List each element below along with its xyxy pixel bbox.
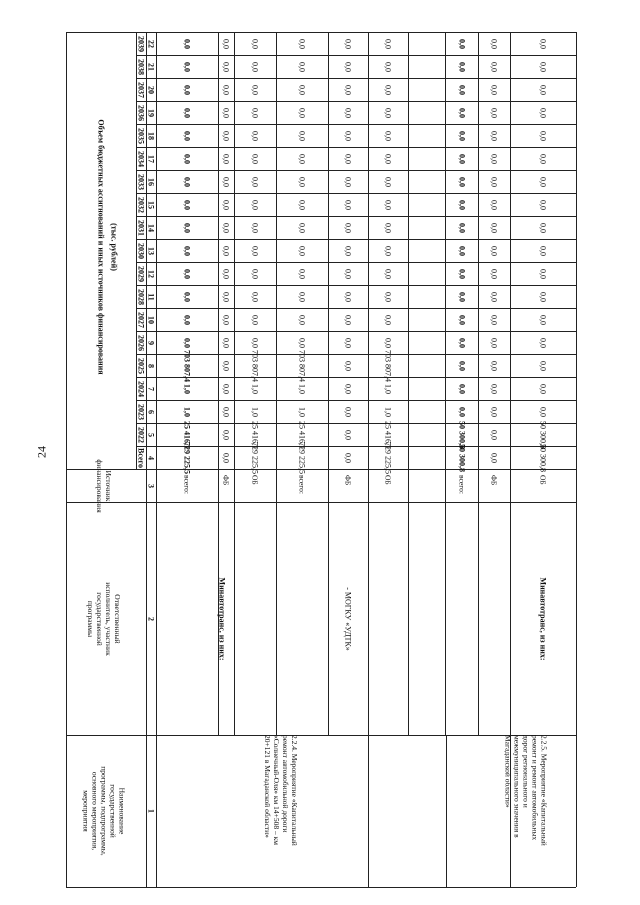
cell-value: 0,0: [250, 245, 260, 256]
cell-value: 0,0: [457, 406, 467, 417]
cell-value: 0,0: [383, 84, 393, 95]
cell-value: 0,0: [457, 107, 467, 118]
cell-value: 0,0: [538, 107, 548, 118]
cell-value: 25 416,1: [297, 420, 307, 449]
cell-value: 0,0: [489, 38, 499, 49]
cell-value: 0,0: [297, 291, 307, 302]
cell-value: 0,0: [383, 130, 393, 141]
source-label: ФБ: [489, 475, 499, 486]
cell-value: 0,0: [457, 337, 467, 348]
cell-value: 0,0: [538, 61, 548, 72]
cell-value: 0,0: [182, 245, 192, 256]
header-measure: Наименование государственной программы, подпрограммы, основного мероприятия, мероприятия: [81, 766, 127, 856]
cell-value: 0,0: [297, 337, 307, 348]
cell-value: 1,0: [250, 383, 260, 394]
cell-value: 0,0: [343, 268, 353, 279]
cell-value: 0,0: [297, 153, 307, 164]
cell-value: 1,0: [182, 383, 192, 394]
cell-value: 0,0: [221, 245, 231, 256]
cell-value: 0,0: [489, 452, 499, 463]
cell-value: 0,0: [250, 153, 260, 164]
cell-value: 0,0: [457, 61, 467, 72]
column-number: 7: [146, 386, 156, 391]
cell-value: 0,0: [383, 38, 393, 49]
cell-value: 25 416,1: [250, 420, 260, 449]
year-header-2036: 2036: [136, 104, 146, 121]
cell-value: 0,0: [221, 130, 231, 141]
cell-value: 0,0: [538, 84, 548, 95]
cell-value: 0,0: [343, 176, 353, 187]
funding-units: (тыс. рублей): [109, 223, 119, 271]
cell-value: 0,0: [538, 199, 548, 210]
column-number: 13: [146, 246, 156, 255]
cell-value: 0,0: [221, 406, 231, 417]
cell-value: 0,0: [538, 383, 548, 394]
cell-value: 1,0: [383, 406, 393, 417]
cell-value: 0,0: [297, 199, 307, 210]
column-number: 6: [146, 409, 156, 414]
cell-value: 0,0: [343, 61, 353, 72]
cell-value: 0,0: [538, 291, 548, 302]
cell-value: 0,0: [182, 314, 192, 325]
column-number: 3: [146, 483, 156, 488]
column-number: 2: [146, 616, 156, 621]
measure-label: 2.2.5. Мероприятие «Капитальный ремонт и ремонт автомобильных дорог регионального и межмуниципального значения в Магаданской области»: [503, 735, 549, 846]
cell-value: 0,0: [221, 61, 231, 72]
source-label: ОБ: [383, 475, 393, 485]
cell-value: 0,0: [297, 268, 307, 279]
column-number: 4: [146, 455, 156, 460]
cell-value: 0,0: [221, 199, 231, 210]
cell-value: 0,0: [221, 360, 231, 371]
cell-value: 0,0: [538, 153, 548, 164]
cell-value: 0,0: [457, 314, 467, 325]
cell-value: 0,0: [343, 337, 353, 348]
cell-value: 0,0: [297, 222, 307, 233]
cell-value: 0,0: [250, 314, 260, 325]
cell-value: 0,0: [182, 176, 192, 187]
cell-value: 1,0: [182, 406, 192, 417]
cell-value: 0,0: [297, 84, 307, 95]
cell-value: 1,0: [297, 406, 307, 417]
cell-value: 0,0: [489, 429, 499, 440]
cell-value: 0,0: [250, 107, 260, 118]
cell-value: 0,0: [538, 222, 548, 233]
cell-value: 0,0: [221, 383, 231, 394]
cell-value: 703 807,4: [383, 349, 393, 382]
executor-label: Минавтотранс, из них:: [538, 577, 548, 660]
column-number: 8: [146, 363, 156, 368]
cell-value: 0,0: [250, 38, 260, 49]
cell-value: 0,0: [343, 222, 353, 233]
cell-value: 0,0: [538, 314, 548, 325]
year-header-2025: 2025: [136, 357, 146, 374]
cell-value: 0,0: [250, 176, 260, 187]
cell-value: 0,0: [250, 268, 260, 279]
cell-value: 0,0: [489, 291, 499, 302]
year-header-2033: 2033: [136, 173, 146, 190]
year-header-2024: 2024: [136, 380, 146, 397]
cell-value: 729 225,5: [383, 441, 393, 474]
cell-value: 0,0: [457, 130, 467, 141]
cell-value: 0,0: [182, 199, 192, 210]
cell-value: 0,0: [297, 314, 307, 325]
column-number: 21: [146, 62, 156, 71]
executor-label: Минавтотранс, из них:: [217, 577, 227, 660]
source-label: всего:: [457, 475, 466, 494]
column-number: 20: [146, 85, 156, 94]
year-header-2026: 2026: [136, 334, 146, 351]
year-header-2023: 2023: [136, 403, 146, 420]
cell-value: 0,0: [343, 199, 353, 210]
cell-value: 0,0: [297, 245, 307, 256]
column-number: 18: [146, 131, 156, 140]
cell-value: 0,0: [182, 38, 192, 49]
cell-value: 0,0: [489, 107, 499, 118]
cell-value: 0,0: [221, 337, 231, 348]
cell-value: 0,0: [457, 245, 467, 256]
cell-value: 0,0: [250, 291, 260, 302]
cell-value: 0,0: [383, 222, 393, 233]
year-header-2037: 2037: [136, 81, 146, 98]
year-header-2031: 2031: [136, 219, 146, 236]
cell-value: 0,0: [182, 291, 192, 302]
cell-value: 0,0: [538, 337, 548, 348]
year-header-2038: 2038: [136, 58, 146, 75]
cell-value: 0,0: [343, 291, 353, 302]
cell-value: 0,0: [182, 130, 192, 141]
cell-value: 0,0: [457, 38, 467, 49]
column-number: 9: [146, 340, 156, 345]
cell-value: 0,0: [457, 199, 467, 210]
year-header-2029: 2029: [136, 265, 146, 282]
source-label: ОБ: [538, 475, 548, 485]
cell-value: 50 300,8: [538, 420, 548, 449]
cell-value: 0,0: [250, 61, 260, 72]
cell-value: 50 300,8: [457, 443, 467, 472]
cell-value: 0,0: [343, 429, 353, 440]
funding-title: Объем бюджетных ассигнований и иных источников финансирования: [96, 119, 106, 375]
cell-value: 0,0: [489, 176, 499, 187]
cell-value: 0,0: [182, 153, 192, 164]
cell-value: 0,0: [538, 130, 548, 141]
cell-value: 50 300,8: [457, 420, 467, 449]
cell-value: 0,0: [383, 268, 393, 279]
cell-value: 0,0: [457, 176, 467, 187]
cell-value: 0,0: [489, 199, 499, 210]
column-number: 1: [146, 809, 156, 813]
cell-value: 0,0: [383, 176, 393, 187]
cell-value: 729 225,5: [250, 441, 260, 474]
cell-value: 0,0: [250, 337, 260, 348]
column-number: 14: [146, 223, 156, 232]
cell-value: 0,0: [457, 84, 467, 95]
year-header-2039: 2039: [136, 35, 146, 52]
cell-value: 0,0: [489, 383, 499, 394]
column-number: 10: [146, 315, 156, 324]
cell-value: 0,0: [297, 107, 307, 118]
cell-value: 50 300,8: [538, 443, 548, 472]
cell-value: 0,0: [457, 153, 467, 164]
cell-value: 729 225,5: [182, 441, 192, 474]
cell-value: 0,0: [538, 268, 548, 279]
cell-value: 1,0: [383, 383, 393, 394]
cell-value: 0,0: [489, 245, 499, 256]
cell-value: 0,0: [538, 406, 548, 417]
cell-value: 0,0: [343, 245, 353, 256]
cell-value: 703 807,4: [250, 349, 260, 382]
cell-value: 0,0: [343, 153, 353, 164]
cell-value: 0,0: [297, 61, 307, 72]
column-number: 19: [146, 108, 156, 117]
column-number: 12: [146, 269, 156, 278]
cell-value: 0,0: [383, 291, 393, 302]
cell-value: 0,0: [250, 199, 260, 210]
cell-value: 0,0: [221, 429, 231, 440]
cell-value: 0,0: [343, 130, 353, 141]
cell-value: 0,0: [489, 61, 499, 72]
cell-value: 0,0: [489, 84, 499, 95]
cell-value: 0,0: [383, 153, 393, 164]
cell-value: 0,0: [457, 268, 467, 279]
source-label: ОБ: [250, 475, 260, 485]
cell-value: 0,0: [489, 268, 499, 279]
cell-value: 0,0: [538, 360, 548, 371]
cell-value: 0,0: [457, 222, 467, 233]
source-label: всего:: [297, 475, 307, 494]
cell-value: 0,0: [383, 314, 393, 325]
source-label: ФБ: [343, 475, 353, 486]
cell-value: 0,0: [489, 337, 499, 348]
cell-value: 0,0: [221, 222, 231, 233]
year-header-2032: 2032: [136, 196, 146, 213]
cell-value: 0,0: [343, 360, 353, 371]
cell-value: 0,0: [489, 314, 499, 325]
cell-value: 0,0: [297, 38, 307, 49]
cell-value: 0,0: [250, 84, 260, 95]
column-number: 15: [146, 200, 156, 209]
cell-value: 0,0: [343, 383, 353, 394]
cell-value: 0,0: [221, 452, 231, 463]
year-header-2022: 2022: [136, 426, 146, 443]
cell-value: 703 807,4: [182, 349, 192, 382]
cell-value: 0,0: [457, 360, 467, 371]
cell-value: 0,0: [383, 199, 393, 210]
cell-value: 0,0: [221, 291, 231, 302]
cell-value: 0,0: [383, 61, 393, 72]
cell-value: 0,0: [343, 314, 353, 325]
cell-value: 0,0: [182, 84, 192, 95]
cell-value: 0,0: [250, 130, 260, 141]
year-header-2028: 2028: [136, 288, 146, 305]
cell-value: 0,0: [538, 176, 548, 187]
cell-value: 0,0: [489, 222, 499, 233]
cell-value: 0,0: [538, 245, 548, 256]
cell-value: 0,0: [489, 360, 499, 371]
cell-value: 25 416,1: [383, 420, 393, 449]
cell-value: 0,0: [221, 268, 231, 279]
cell-value: 0,0: [221, 314, 231, 325]
column-number: 17: [146, 154, 156, 163]
year-header-total: Всего: [136, 447, 146, 468]
header-executor: Ответственный исполнитель, участник государственной программы: [86, 581, 122, 656]
cell-value: 0,0: [221, 107, 231, 118]
year-header-2030: 2030: [136, 242, 146, 259]
cell-value: 0,0: [343, 452, 353, 463]
cell-value: 0,0: [297, 130, 307, 141]
cell-value: 25 416,1: [182, 420, 192, 449]
column-number: 11: [146, 292, 156, 301]
cell-value: 0,0: [221, 38, 231, 49]
column-number: 16: [146, 177, 156, 186]
year-header-2027: 2027: [136, 311, 146, 328]
cell-value: 0,0: [343, 406, 353, 417]
cell-value: 0,0: [182, 61, 192, 72]
cell-value: 0,0: [221, 176, 231, 187]
source-label: ФБ: [221, 475, 231, 486]
cell-value: 0,0: [489, 130, 499, 141]
year-header-2035: 2035: [136, 127, 146, 144]
cell-value: 1,0: [297, 383, 307, 394]
cell-value: 703 807,4: [297, 349, 307, 382]
cell-value: 0,0: [221, 153, 231, 164]
cell-value: 0,0: [182, 107, 192, 118]
header-source: Источник финансирования: [95, 458, 113, 513]
source-label: всего:: [182, 475, 192, 494]
cell-value: 0,0: [489, 153, 499, 164]
column-number: 5: [146, 432, 156, 437]
cell-value: 0,0: [383, 337, 393, 348]
cell-value: 0,0: [343, 107, 353, 118]
cell-value: 0,0: [182, 337, 192, 348]
year-header-2034: 2034: [136, 150, 146, 167]
column-number: 22: [146, 39, 156, 48]
cell-value: 0,0: [343, 38, 353, 49]
measure-label: 2.2.4. Мероприятие «Капитальный ремонт автомобильной дороги «Солнечный-Оля» км 14+508 – км 20+121 в Магаданской области»: [263, 735, 299, 846]
cell-value: 0,0: [383, 107, 393, 118]
cell-value: 0,0: [489, 406, 499, 417]
cell-value: 0,0: [383, 245, 393, 256]
cell-value: 0,0: [457, 291, 467, 302]
cell-value: 0,0: [538, 38, 548, 49]
cell-value: 0,0: [343, 84, 353, 95]
page-number: 24: [34, 446, 49, 458]
funding-table: [66, 32, 576, 887]
cell-value: 0,0: [297, 176, 307, 187]
cell-value: 0,0: [221, 84, 231, 95]
cell-value: 0,0: [182, 222, 192, 233]
cell-value: 1,0: [250, 406, 260, 417]
cell-value: 729 225,5: [297, 441, 307, 474]
cell-value: 0,0: [250, 222, 260, 233]
cell-value: 0,0: [182, 268, 192, 279]
cell-value: 0,0: [457, 383, 467, 394]
executor-label: - МОГКУ «УДТК»: [343, 586, 353, 651]
